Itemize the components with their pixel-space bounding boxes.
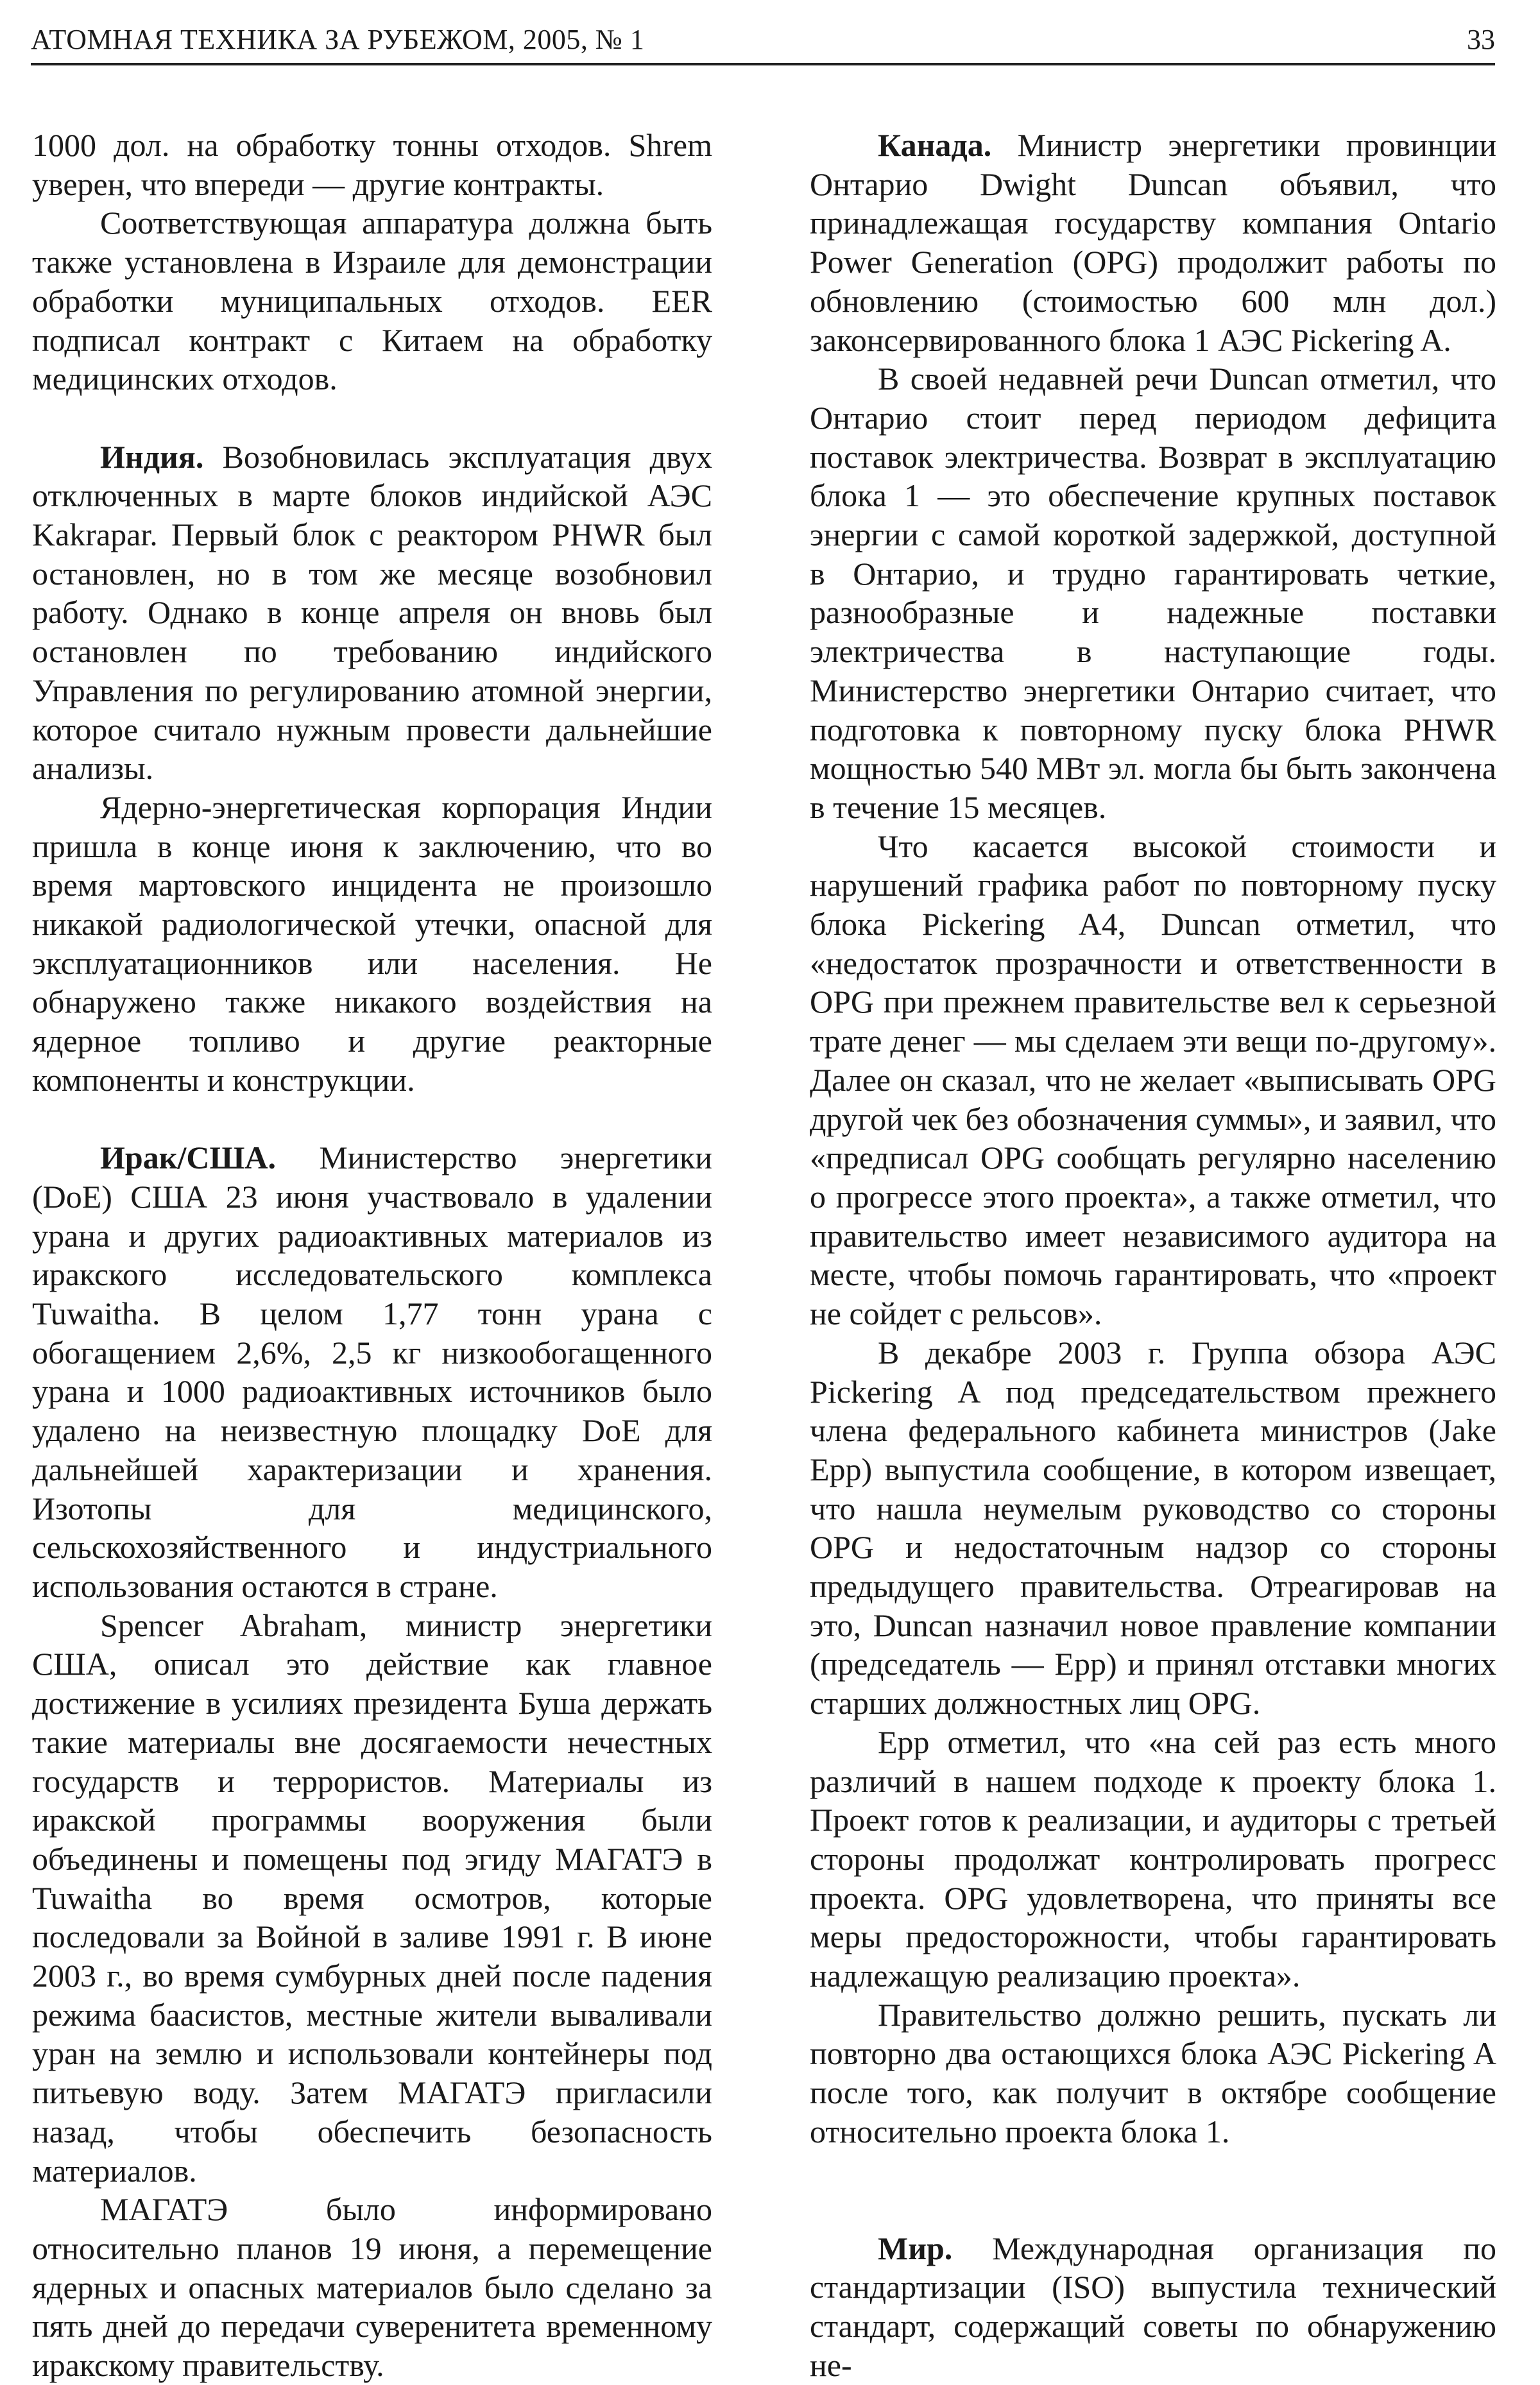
running-header xyxy=(31,19,1495,65)
paragraph xyxy=(32,203,712,398)
section-india xyxy=(32,438,712,788)
paragraph xyxy=(32,2190,712,2385)
paragraph-text: Epp отметил, что «на сей раз есть много различий в нашем подходе к проекту блока 1. Проект готов к реализации, и аудиторы с третьей стороны продолжат контролировать прогресс проекта. OPG удовлетворена, что приняты все меры предосторожности, чтобы гарантировать надлежащую реализацию проекта». xyxy=(810,1723,1496,1994)
paragraph xyxy=(810,1996,1496,2151)
section-iraq-usa xyxy=(32,1138,712,1605)
paragraph-text: В декабре 2003 г. Группа обзора АЭС Pickering A под председательством прежнего члена федерального кабинета министров (Jake Epp) выпустила сообщение, в котором извещает, что нашла неумелым руководство со стороны OPG и недостаточным надзор со стороны предыдущего правительства. Отреагировав на это, Duncan назначил новое правление компании (председатель — Epp) и принял отставки многих старших должностных лиц OPG. xyxy=(810,1334,1496,1722)
section-heading: Мир. xyxy=(878,2230,953,2266)
paragraph-text: Соответствующая аппаратура должна быть также установлена в Израиле для демонстрации обработки муниципальных отходов. EER подписал контракт с Китаем на обработку медицинских отходов. xyxy=(32,205,712,397)
paragraph xyxy=(32,1606,712,2191)
paragraph-text: Spencer Abraham, министр энергетики США, описал это действие как главное достижение в усилиях президента Буша держать такие материалы вне досягаемости нечестных государств и террористов. Материалы из иракской программы вооружения были объединены и помещены под эгиду МАГАТЭ в Tuwaitha во время осмотров, которые последовали за Войной в заливе 1991 г. В июне 2003 г., во время сумбурных дней после падения режима баасистов, местные жители вываливали уран на землю и использовали контейнеры под питьевую воду. Затем МАГАТЭ пригласили назад, чтобы обеспечить безопасность материалов. xyxy=(32,1607,712,2189)
paragraph xyxy=(32,126,712,203)
paragraph-text: 1000 дол. на обработку тонны отходов. Shrem уверен, что впереди — другие контракты. xyxy=(32,127,712,202)
paragraph-text: Что касается высокой стоимости и нарушений графика работ по повторному пуску блока Pickering A4, Duncan отметил, что «недостаток прозрачности и ответственности в OPG при прежнем правительстве вел к серьезной трате денег — мы сделаем эти вещи по-другому». Далее он сказал, что не желает «выписывать OPG другой чек без обозначения суммы», и заявил, что «предписал OPG сообщать регулярно населению о прогрессе этого проекта», а также отметил, что правительство имеет независимого аудитора на месте, чтобы помочь гарантировать, что «проект не сойдет с рельсов». xyxy=(810,828,1496,1332)
paragraph xyxy=(810,1723,1496,1996)
section-canada xyxy=(810,126,1496,359)
paragraph xyxy=(810,359,1496,826)
paragraph-text: Международная организация по стандартизации (ISO) выпустила технический стандарт, содержащий советы по обнаружению не- xyxy=(810,2230,1496,2383)
paragraph-text: Ядерно-энергетическая корпорация Индии пришла в конце июня к заключению, что во время мартовского инцидента не произошло никакой радиологической утечки, опасной для эксплуатационников или населения. Не обнаружено также никакого воздействия на ядерное топливо и другие реакторные компоненты и конструкции. xyxy=(32,789,712,1098)
section-heading: Канада. xyxy=(878,127,992,163)
paragraph-text: Министр энергетики провинции Онтарио Dwight Duncan объявил, что принадлежащая государству компания Ontario Power Generation (OPG) продолжит работы по обновлению (стоимостью 600 млн дол.) законсервированного блока 1 АЭС Pickering A. xyxy=(810,127,1496,358)
right-column xyxy=(810,126,1496,2384)
paragraph-text: Министерство энергетики (DoE) США 23 июня участвовало в удалении урана и других радиоактивных материалов из иракского исследовательского комплекса Tuwaitha. В целом 1,77 тонн урана с обогащением 2,6%, 2,5 кг низкообогащенного урана и 1000 радиоактивных источников было удалено на неизвестную площадку DoE для дальнейшей характеризации и хранения. Изотопы для медицинского, сельскохозяйственного и индустриального использования остаются в стране. xyxy=(32,1140,712,1604)
paragraph-text: Правительство должно решить, пускать ли повторно два остающихся блока АЭС Pickering A после того, как получит в октябре сообщение относительно проекта блока 1. xyxy=(810,1996,1496,2150)
paragraph xyxy=(32,788,712,1100)
section-world xyxy=(810,2229,1496,2385)
paragraph xyxy=(810,1333,1496,1723)
left-column xyxy=(32,126,712,2385)
paragraph-text: МАГАТЭ было информировано относительно планов 19 июня, а перемещение ядерных и опасных материалов было сделано за пять дней до передачи суверенитета временному иракскому правительству. xyxy=(32,2191,712,2384)
paragraph xyxy=(810,827,1496,1333)
journal-title: АТОМНАЯ ТЕХНИКА ЗА РУБЕЖОМ, 2005, № 1 xyxy=(31,24,645,55)
paragraph-text: Возобновилась эксплуатация двух отключенных в марте блоков индийской АЭС Kakrapar. Первый блок с реактором PHWR был остановлен, но в том же месяце возобновил работу. Однако в конце апреля он вновь был остановлен по требованию индийского Управления по регулированию атомной энергии, которое считало нужным провести дальнейшие анализы. xyxy=(32,438,712,787)
paragraph-text: В своей недавней речи Duncan отметил, что Онтарио стоит перед периодом дефицита поставок электричества. Возврат в эксплуатацию блока 1 — это обеспечение крупных поставок энергии с самой короткой задержкой, доступной в Онтарио, и трудно гарантировать четкие, разнообразные и надежные поставки электричества в наступающие годы. Министерство энергетики Онтарио считает, что подготовка к повторному пуску блока PHWR мощностью 540 МВт эл. могла бы быть закончена в течение 15 месяцев. xyxy=(810,361,1496,825)
page-number: 33 xyxy=(1467,24,1495,55)
section-heading: Индия. xyxy=(100,438,204,475)
section-heading: Ирак/США. xyxy=(100,1140,277,1176)
